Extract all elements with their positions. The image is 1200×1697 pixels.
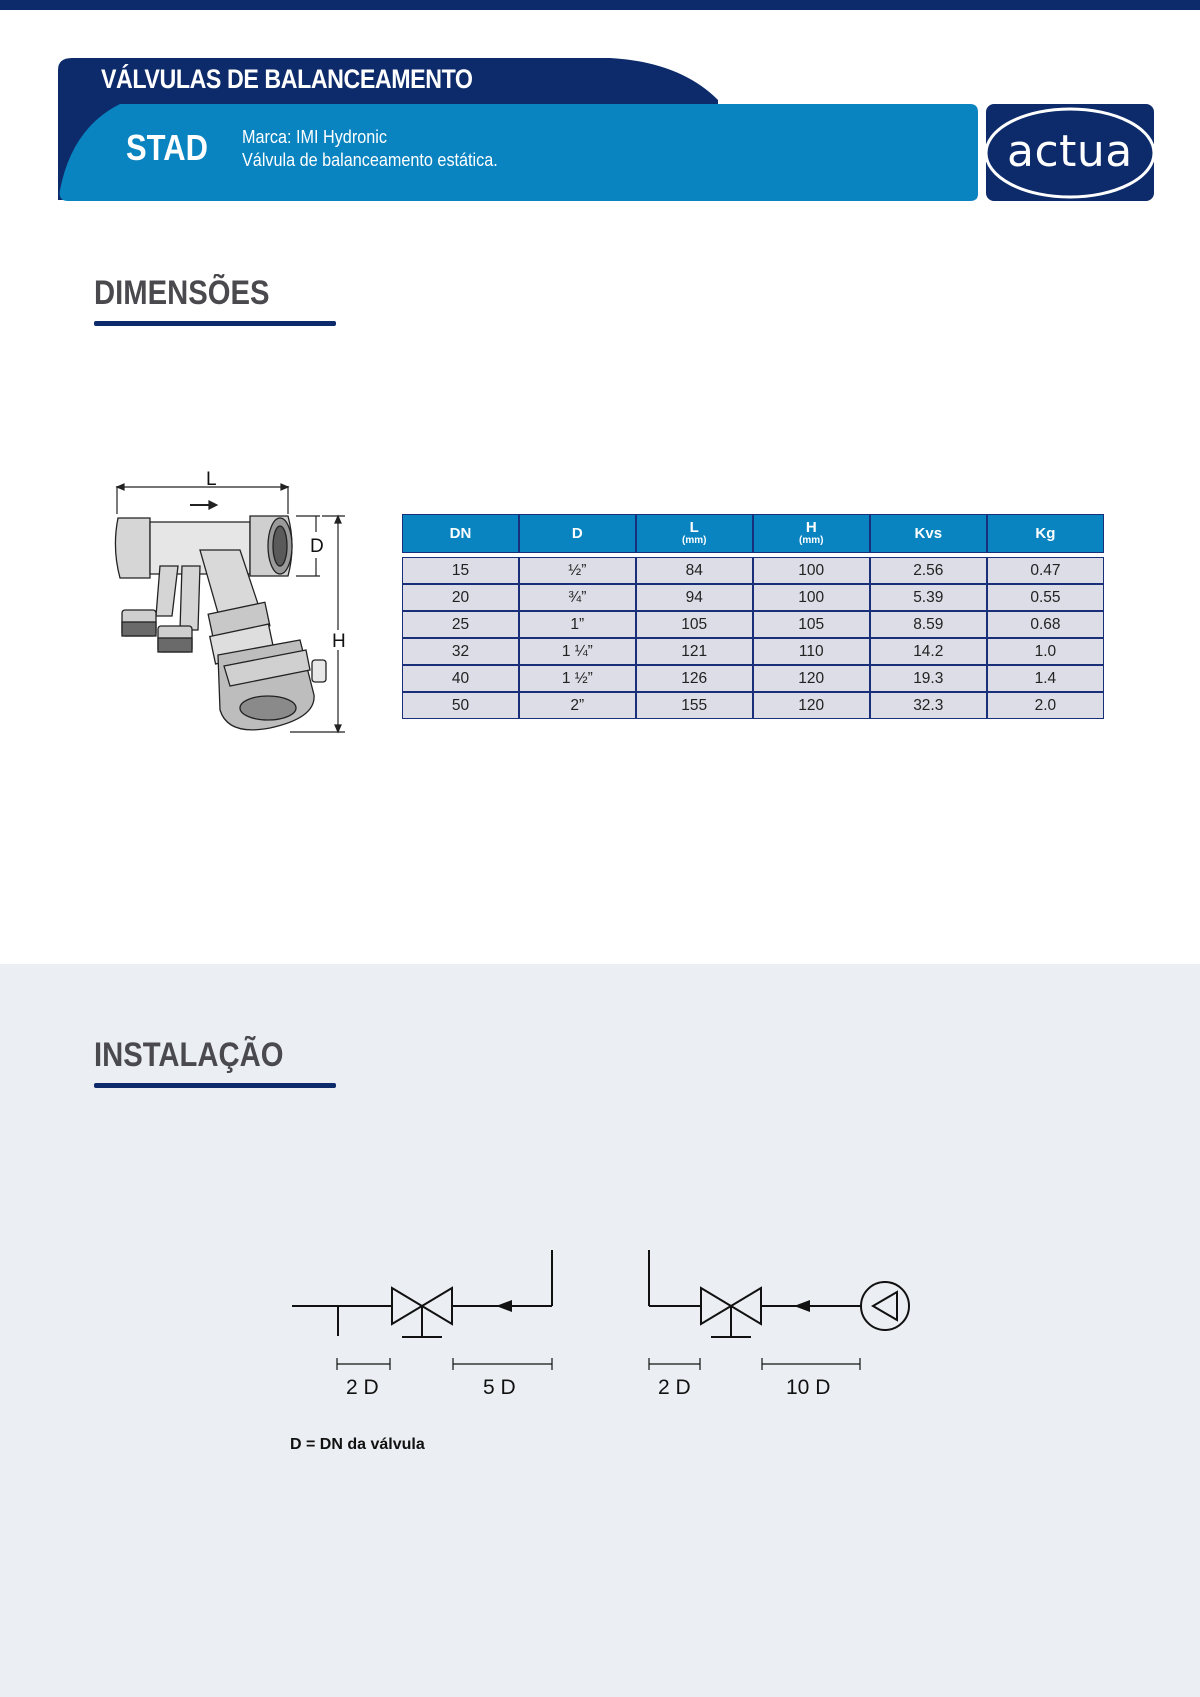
cell-kg: 1.4 bbox=[987, 665, 1104, 692]
actua-logo: actua bbox=[1007, 126, 1133, 177]
cell-kg: 1.0 bbox=[987, 638, 1104, 665]
valve-drawing bbox=[100, 470, 360, 740]
cell-kg: 0.55 bbox=[987, 584, 1104, 611]
header-d: D bbox=[519, 514, 636, 553]
cell-dn: 32 bbox=[402, 638, 519, 665]
cell-kvs: 32.3 bbox=[870, 692, 987, 719]
cell-l: 84 bbox=[636, 557, 753, 584]
cell-l: 155 bbox=[636, 692, 753, 719]
cell-h: 100 bbox=[753, 557, 870, 584]
dimensions-title: DIMENSÕES bbox=[94, 274, 270, 312]
cell-kvs: 14.2 bbox=[870, 638, 987, 665]
product-description: Válvula de balanceamento estática. bbox=[242, 150, 498, 170]
brand-line: Marca: IMI Hydronic bbox=[242, 127, 387, 147]
cell-h: 100 bbox=[753, 584, 870, 611]
cell-dn: 25 bbox=[402, 611, 519, 638]
header-banner bbox=[0, 0, 1200, 215]
cell-kvs: 5.39 bbox=[870, 584, 987, 611]
cell-d: 1 ¼” bbox=[519, 638, 636, 665]
right-downstream-label: 10 D bbox=[786, 1376, 831, 1399]
cell-h: 120 bbox=[753, 665, 870, 692]
table-row bbox=[402, 557, 1104, 584]
cell-h: 120 bbox=[753, 692, 870, 719]
cell-kvs: 8.59 bbox=[870, 611, 987, 638]
table-header-row bbox=[402, 514, 1104, 553]
cell-dn: 15 bbox=[402, 557, 519, 584]
cell-kg: 2.0 bbox=[987, 692, 1104, 719]
cell-d: 1” bbox=[519, 611, 636, 638]
header-kvs: Kvs bbox=[870, 514, 987, 553]
header-h: H (mm) bbox=[753, 514, 870, 553]
cell-kg: 0.47 bbox=[987, 557, 1104, 584]
header-l-unit: (mm) bbox=[682, 535, 707, 546]
cell-dn: 20 bbox=[402, 584, 519, 611]
installation-legend: D = DN da válvula bbox=[290, 1436, 425, 1453]
table-row bbox=[402, 584, 1104, 611]
cell-h: 105 bbox=[753, 611, 870, 638]
cell-kvs: 19.3 bbox=[870, 665, 987, 692]
cell-l: 105 bbox=[636, 611, 753, 638]
table-row bbox=[402, 638, 1104, 665]
diameter-label: D bbox=[310, 536, 324, 557]
left-flow-arrow-icon bbox=[496, 1300, 512, 1312]
dimensions-table bbox=[402, 514, 1104, 719]
pump-icon bbox=[861, 1282, 909, 1330]
cell-d: ¾” bbox=[519, 584, 636, 611]
table-row bbox=[402, 665, 1104, 692]
cell-l: 121 bbox=[636, 638, 753, 665]
header-h-unit: (mm) bbox=[799, 535, 824, 546]
height-label: H bbox=[332, 631, 346, 652]
right-upstream-label: 2 D bbox=[658, 1376, 691, 1399]
table-row bbox=[402, 692, 1104, 719]
banner-shapes bbox=[0, 0, 1200, 215]
cell-kg: 0.68 bbox=[987, 611, 1104, 638]
product-name: STAD bbox=[126, 127, 208, 168]
cell-kvs: 2.56 bbox=[870, 557, 987, 584]
header-l: L (mm) bbox=[636, 514, 753, 553]
installation-title: INSTALAÇÃO bbox=[94, 1036, 284, 1074]
cell-d: 2” bbox=[519, 692, 636, 719]
installation-title-rule bbox=[94, 1083, 336, 1088]
installation-diagram bbox=[280, 1240, 920, 1400]
cell-dn: 40 bbox=[402, 665, 519, 692]
cell-dn: 50 bbox=[402, 692, 519, 719]
length-label: L bbox=[206, 470, 217, 490]
cell-d: ½” bbox=[519, 557, 636, 584]
header-kg: Kg bbox=[987, 514, 1104, 553]
dimensions-title-rule bbox=[94, 321, 336, 326]
left-downstream-label: 5 D bbox=[483, 1376, 516, 1399]
cell-d: 1 ½” bbox=[519, 665, 636, 692]
cell-l: 94 bbox=[636, 584, 753, 611]
category-title: VÁLVULAS DE BALANCEAMENTO bbox=[101, 64, 473, 94]
left-upstream-label: 2 D bbox=[346, 1376, 379, 1399]
table-row bbox=[402, 611, 1104, 638]
right-flow-arrow-icon bbox=[794, 1300, 810, 1312]
cell-h: 110 bbox=[753, 638, 870, 665]
header-dn: DN bbox=[402, 514, 519, 553]
cell-l: 126 bbox=[636, 665, 753, 692]
